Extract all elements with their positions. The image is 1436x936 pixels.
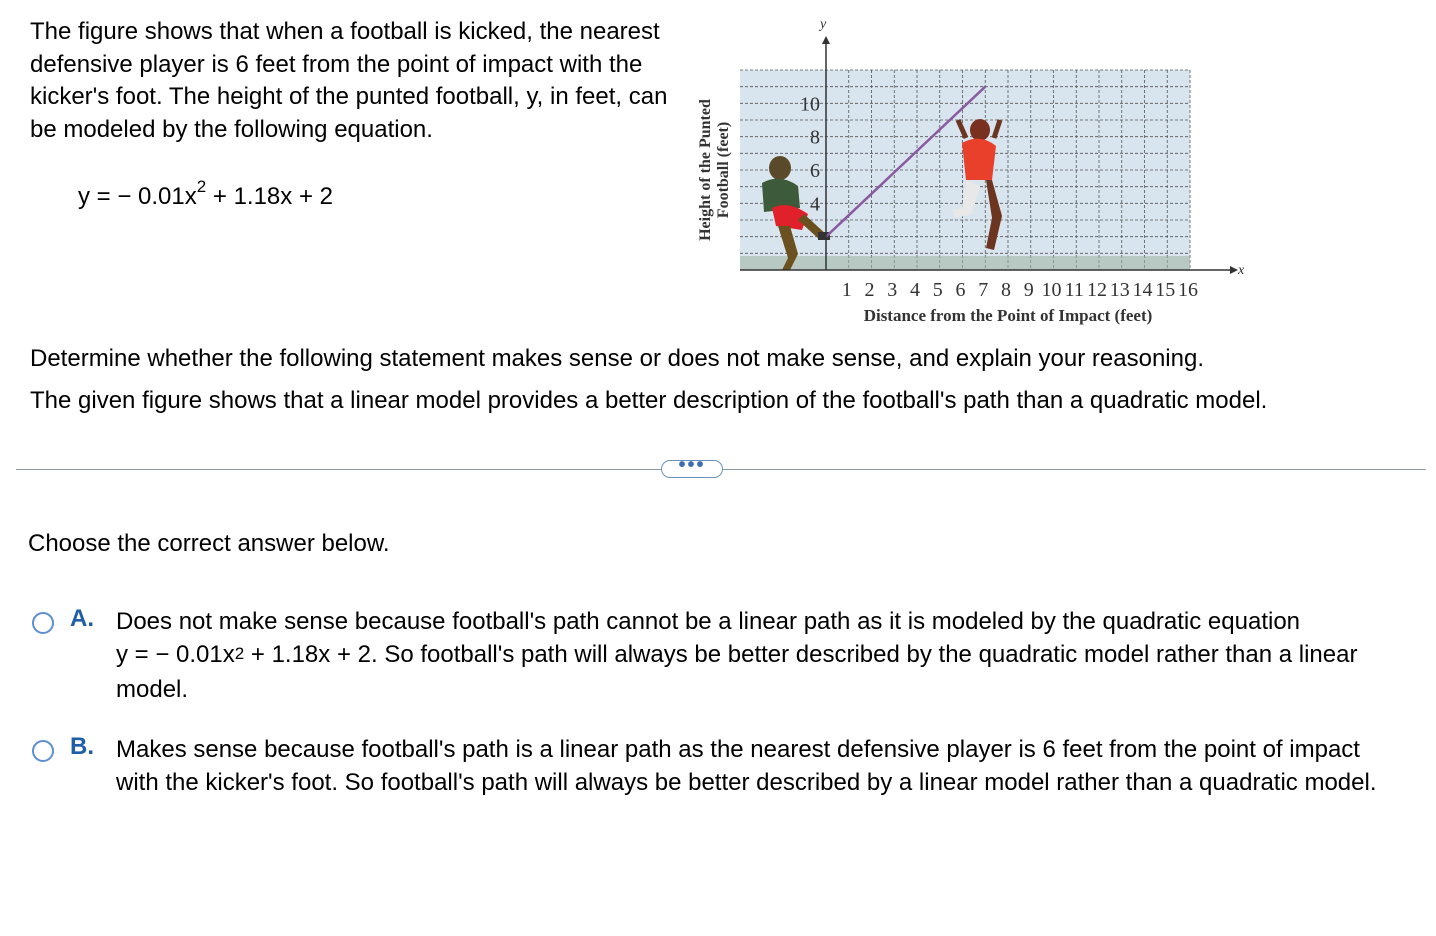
- equation-suffix: + 1.18x + 2: [206, 183, 333, 210]
- y-axis-label-line1: Height of the Punted: [697, 99, 714, 241]
- question-instruction: Determine whether the following statement makes sense or does not make sense, and explain your reasoning.: [30, 345, 1204, 372]
- question-statement: The given figure shows that a linear model provides a better description of the football's path than a quadratic model.: [30, 387, 1268, 414]
- ground-strip: [740, 256, 1190, 270]
- y-tick-label: 6: [810, 160, 820, 182]
- option-a-part2: + 1.18x + 2. So football's path will always be better described by the quadratic model rather than a linear model.: [116, 641, 1358, 703]
- option-b-letter: B.: [70, 733, 94, 760]
- option-a-equation-prefix: y = − 0.01x: [116, 641, 235, 668]
- option-b-text: Makes sense because football's path is a linear path as the nearest defensive player is 6 feet from the point of impact with the kicker's foot. So football's path will always be better described by a linear model rather than a quadratic model.: [116, 736, 1377, 796]
- option-a-equation-exponent: 2: [234, 644, 245, 663]
- x-tick-label: 7: [978, 279, 989, 301]
- equation-prefix: y = − 0.01x: [78, 183, 197, 210]
- question: [30, 338, 1267, 422]
- radio-button-b[interactable]: [32, 740, 54, 762]
- x-tick-label: 12: [1087, 279, 1107, 301]
- x-tick-label: 15: [1155, 279, 1176, 301]
- x-tick-label: 9: [1023, 279, 1034, 301]
- x-tick-label: 4: [910, 279, 920, 301]
- option-a-letter: A.: [70, 605, 94, 632]
- x-tick-label: 10: [1041, 279, 1062, 301]
- option-a[interactable]: [30, 605, 1410, 715]
- y-axis-arrow-icon: [822, 36, 830, 44]
- equation-exponent: 2: [196, 177, 207, 196]
- x-tick-label: 14: [1132, 279, 1153, 301]
- radio-button-a[interactable]: [32, 612, 54, 634]
- problem-intro: The figure shows that when a football is kicked, the nearest defensive player is 6 feet from the point of impact with the kicker's foot. The height of the punted football, y, in feet, can be modeled by the following equation.: [30, 18, 668, 143]
- option-a-text: [116, 605, 1406, 706]
- x-tick-label: 2: [864, 279, 875, 301]
- x-tick-label: 1: [841, 279, 852, 301]
- y-tick-label: 4: [810, 193, 820, 216]
- football-figure: [690, 8, 1260, 338]
- y-tick-label: 10: [800, 93, 820, 116]
- show-more-button[interactable]: [661, 454, 723, 478]
- x-tick-label: 16: [1178, 279, 1198, 301]
- x-tick-label: 5: [932, 279, 943, 301]
- x-axis-symbol: x: [1238, 263, 1245, 278]
- x-tick-label: 8: [1001, 279, 1011, 301]
- x-axis-label: Distance from the Point of Impact (feet): [863, 306, 1153, 325]
- option-b[interactable]: [30, 733, 1410, 843]
- option-a-part1: Does not make sense because football's path cannot be a linear path as it is modeled by the quadratic equation: [116, 608, 1301, 635]
- x-tick-label: 11: [1064, 279, 1084, 301]
- model-equation: [78, 177, 333, 211]
- x-tick-label: 3: [887, 279, 898, 301]
- y-axis-label-line2: Football (feet): [715, 121, 732, 219]
- y-axis-symbol: y: [820, 17, 827, 32]
- x-tick-label: 13: [1109, 279, 1130, 301]
- football-chart: [690, 8, 1260, 338]
- x-axis-arrow-icon: [1230, 266, 1238, 274]
- ellipsis-icon: •••: [678, 454, 706, 476]
- x-tick-label: 6: [955, 279, 966, 301]
- answer-prompt: Choose the correct answer below.: [28, 530, 390, 557]
- y-tick-label: 8: [810, 126, 820, 149]
